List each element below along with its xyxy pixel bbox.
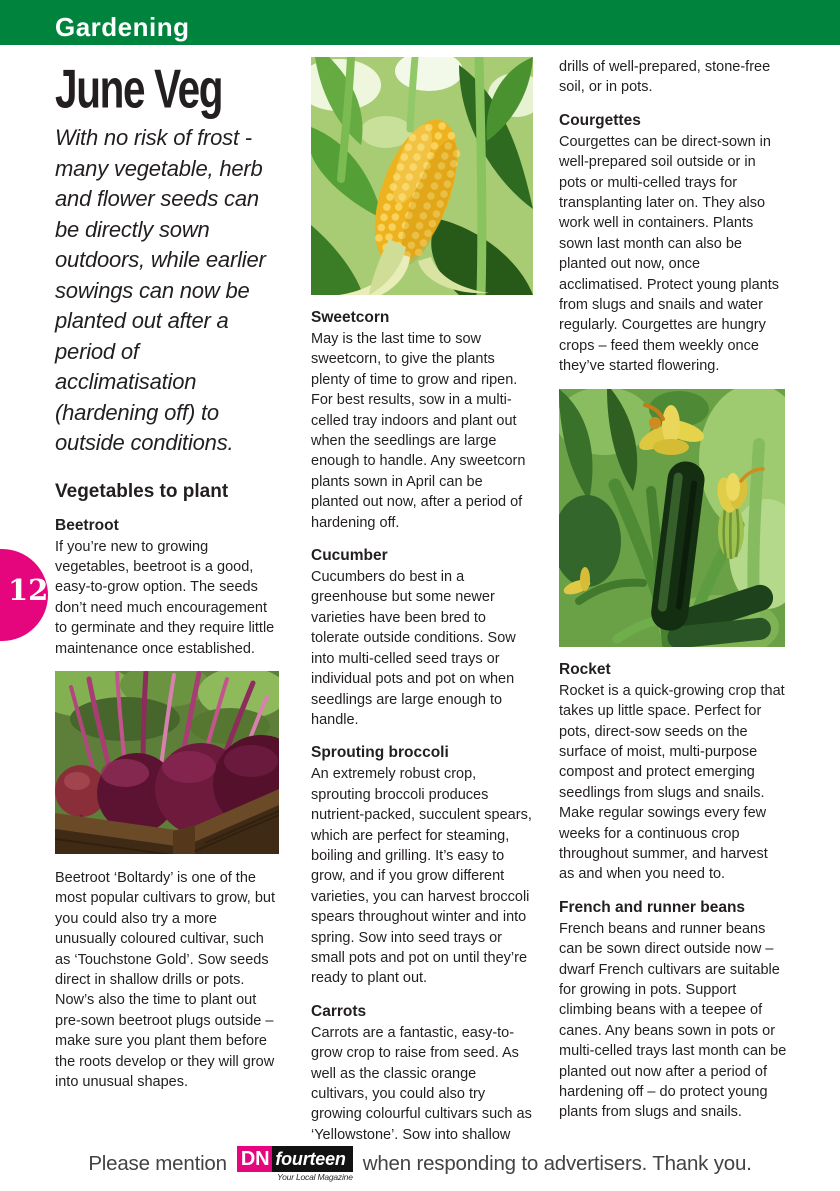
article-columns	[55, 55, 787, 1145]
carrots-paragraph: Carrots are a fantastic, easy-to-grow crop to raise from seed. As well as the classic orange cultivars, you could also try growing colourful cultivars such as ‘Yellowstone’. Sow into shallow	[311, 1024, 532, 1143]
sprouting-broccoli-paragraph: An extremely robust crop, sprouting broccoli produces nutrient-packed, succulent spears, which are perfect for steaming, boiling and grilling. It’s easy to grow, and if you grow different varieties, you can harvest broccoli spears throughout winter and into spring. Sow into seed trays or small pots and pot on until they’re ready to plant out.	[311, 766, 532, 987]
footer-text-after-logo: when responding to advertisers. Thank you.	[362, 1152, 752, 1175]
cucumber-paragraph: Cucumbers do best in a greenhouse but some newer varieties have been bred to tolerate outside conditions. Sow into multi-celled seed trays or individual pots and pot on when seedlings are large enough to handle.	[311, 569, 516, 728]
heading-beetroot: Beetroot	[55, 516, 119, 534]
heading-rocket: Rocket	[559, 660, 611, 678]
heading-carrots: Carrots	[311, 1002, 367, 1020]
heading-french-and-runner-beans: French and runner beans	[559, 898, 746, 916]
heading-cucumber: Cucumber	[311, 547, 388, 565]
section-label: Gardening	[55, 12, 190, 42]
intro-paragraph: With no risk of frost - many vegetable, herb and flower seeds can be directly sown outdoors, while earlier sowings can now be planted out after a period of acclimatisation (hardening off) to outside conditions.	[55, 125, 266, 455]
sweetcorn-paragraph: May is the last time to sow sweetcorn, to give the plants plenty of time to grow and ripen. For best results, sow in a multi-celled tray indoors and plant out when the seedlings are large enough to handle. Any sweetcorn plants sown in April can be planted out now, after a period of hardening off.	[311, 331, 526, 531]
courgettes-paragraph: Courgettes can be direct-sown in well-prepared soil outside or in pots or multi-celled trays for transplanting later on. They also work well in containers. Plants sown last month can also be planted out now, once acclimatised. Protect young plants from slugs and snails and water regularly. Courgettes are hungry crops – feed them weekly once they’ve started flowering.	[559, 133, 780, 375]
article-title: June Veg	[55, 58, 223, 120]
rocket-paragraph: Rocket is a quick-growing crop that takes up little space. Perfect for pots, direct-sow seeds on the surface of moist, multi-purpose compost and protect emerging seedlings from slugs and snails. Make regular sowings every few weeks for a continuous crop throughout summer, and harvest as and when you need to.	[559, 682, 785, 883]
heading-sweetcorn: Sweetcorn	[311, 309, 390, 326]
carrots-carryover-paragraph: drills of well-prepared, stone-free soil, or in pots.	[559, 59, 771, 96]
header-bar	[0, 0, 840, 45]
footer	[0, 1146, 840, 1182]
heading-courgettes: Courgettes	[559, 111, 641, 129]
page-number-badge	[0, 549, 48, 641]
magazine-logo	[237, 1146, 353, 1182]
middle-column	[311, 55, 533, 1145]
right-column	[559, 55, 787, 1145]
courgette-photo-graphic	[559, 389, 785, 647]
beetroot-photo-graphic	[55, 671, 279, 854]
french-runner-beans-paragraph: French beans and runner beans can be sown direct outside now – dwarf French cultivars are suitable for growing in pots. Support climbing beans with a teepee of canes. Any beans sown in pots or multi-celled trays last month can be planted out now after a period of hardening off – do protect young plants from slugs and snails.	[559, 920, 787, 1121]
subheading-vegetables-to-plant: Vegetables to plant	[55, 480, 229, 502]
page-number: 12	[8, 573, 49, 607]
left-column	[55, 55, 281, 1145]
logo-fourteen-text: fourteen	[272, 1146, 352, 1172]
beetroot-paragraph-2: Beetroot ‘Boltardy’ is one of the most popular cultivars to grow, but you could also try a more unusually coloured cultivar, such as ‘Touchstone Gold’. Sow seeds direct in shallow drills or pots. Now’s also the time to plant out pre-sown beetroot plugs outside – make sure you plant them before the roots develop or they will grow into unusual shapes.	[55, 869, 276, 1090]
logo-dn-text: DN	[237, 1146, 273, 1172]
courgette-photo	[559, 389, 787, 647]
heading-sprouting-broccoli: Sprouting broccoli	[311, 744, 449, 762]
beetroot-paragraph-1: If you’re new to growing vegetables, beetroot is a good, easy-to-grow option. The seeds don’t need much encouragement to germinate and they require little maintenance once established.	[55, 538, 275, 657]
footer-text-before-logo: Please mention	[88, 1152, 227, 1175]
sweetcorn-photo-graphic	[311, 57, 533, 295]
beetroot-photo	[55, 671, 281, 854]
logo-tagline: Your Local Magazine	[277, 1172, 353, 1182]
sweetcorn-photo	[311, 57, 533, 295]
